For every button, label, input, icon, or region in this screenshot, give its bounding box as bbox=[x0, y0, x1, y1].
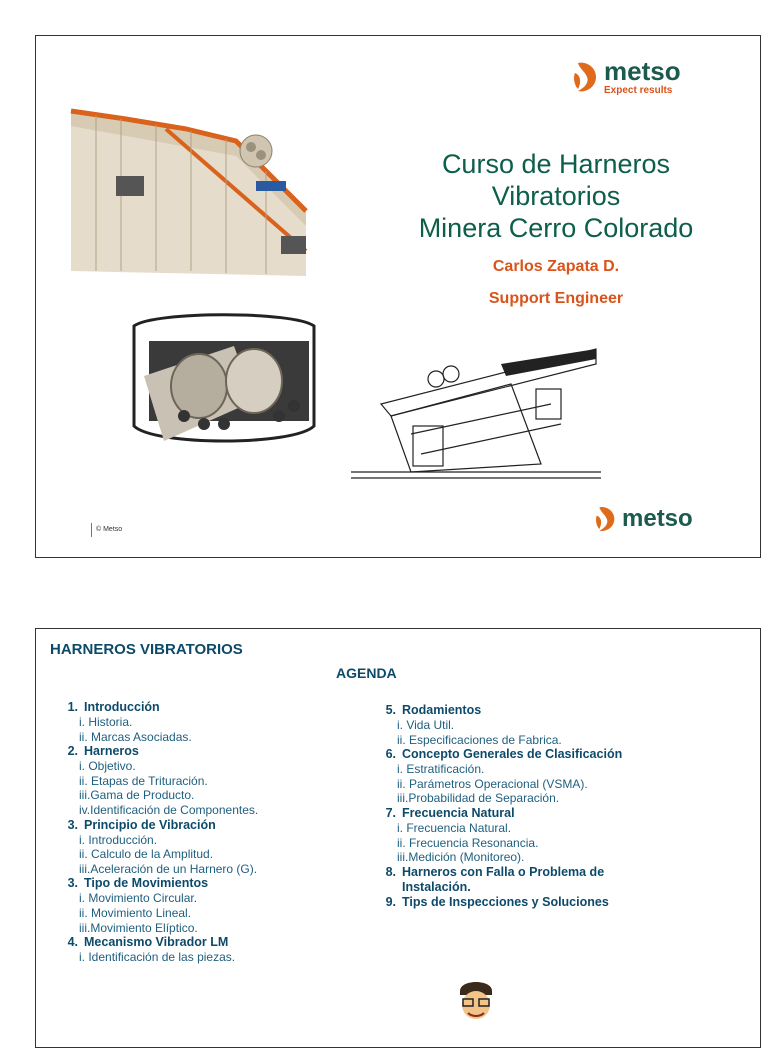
section-title: Harneros bbox=[84, 744, 139, 759]
screen-line-drawing bbox=[351, 344, 601, 494]
slide-heading: HARNEROS VIBRATORIOS bbox=[50, 641, 243, 658]
section-number: 9. bbox=[385, 894, 396, 909]
agenda-slide bbox=[35, 628, 761, 1048]
agenda-left-section bbox=[54, 818, 374, 833]
presenter-name: Carlos Zapata D. bbox=[492, 258, 620, 275]
agenda-subitem: ii. Etapas de Trituración. bbox=[79, 773, 208, 788]
agenda-subitem: i. Frecuencia Natural. bbox=[397, 820, 512, 835]
metso-wordmark: metso bbox=[604, 56, 681, 86]
agenda-right-section bbox=[372, 703, 742, 718]
section-title: Tipo de Movimientos bbox=[84, 876, 209, 891]
agenda-subitem: i. Identificación de las piezas. bbox=[79, 950, 236, 965]
agenda-right-section bbox=[372, 865, 742, 895]
agenda-subitem: iv.Identificación de Componentes. bbox=[79, 802, 259, 817]
agenda-subitem: i. Estratificación. bbox=[397, 762, 485, 777]
section-title: Frecuencia Natural bbox=[402, 805, 515, 820]
metso-wordmark: metso bbox=[622, 505, 693, 532]
agenda-subitem: ii. Parámetros Operacional (VSMA). bbox=[397, 776, 588, 791]
agenda-subitem: iii.Aceleración de un Harnero (G). bbox=[79, 861, 258, 876]
title-line-2: Vibratorios bbox=[491, 181, 621, 211]
presenter-role: Support Engineer bbox=[488, 290, 624, 307]
section-number: 3. bbox=[67, 876, 78, 891]
agenda-left-section bbox=[54, 700, 374, 715]
cartoon-character-illustration bbox=[454, 977, 498, 1027]
agenda-subitem: iii.Probabilidad de Separación. bbox=[397, 791, 560, 806]
agenda-subitem: i. Historia. bbox=[79, 715, 133, 729]
section-number: 7. bbox=[385, 805, 396, 820]
agenda-subitem: ii. Especificaciones de Fabrica. bbox=[397, 732, 562, 747]
section-title: Tips de Inspecciones y Soluciones bbox=[402, 894, 609, 909]
section-title: Rodamientos bbox=[402, 703, 482, 717]
agenda-left-section bbox=[54, 935, 374, 950]
agenda-title: AGENDA bbox=[336, 665, 397, 681]
metso-logo-bottom bbox=[594, 504, 693, 534]
agenda-right-section bbox=[372, 747, 742, 762]
agenda-right-column bbox=[372, 703, 742, 910]
section-number: 2. bbox=[67, 744, 78, 759]
slide-title-block bbox=[376, 148, 736, 308]
section-title: Principio de Vibración bbox=[84, 817, 216, 832]
exciter-mechanism-illustration bbox=[124, 306, 324, 456]
agenda-left-column bbox=[54, 700, 374, 965]
agenda-left-section bbox=[54, 744, 374, 759]
section-number: 1. bbox=[67, 700, 78, 714]
agenda-subitem: ii. Calculo de la Amplitud. bbox=[79, 847, 214, 862]
metso-flame-icon bbox=[594, 504, 618, 534]
vibrating-screen-illustration bbox=[66, 101, 346, 281]
title-line-3: Minera Cerro Colorado bbox=[418, 213, 694, 243]
title-line-1: Curso de Harneros bbox=[441, 149, 671, 179]
agenda-subitem: ii. Frecuencia Resonancia. bbox=[397, 835, 539, 850]
agenda-subitem: iii.Gama de Producto. bbox=[79, 788, 195, 803]
agenda-subitem: iii.Movimiento Elíptico. bbox=[79, 920, 198, 935]
agenda-subitem: i. Objetivo. bbox=[79, 759, 136, 774]
section-number: 6. bbox=[385, 747, 396, 762]
section-number: 4. bbox=[67, 935, 78, 950]
metso-tagline: Expect results bbox=[604, 85, 673, 96]
agenda-left-section bbox=[54, 876, 374, 891]
copyright-notice: © Metso bbox=[91, 523, 122, 537]
section-title: Harneros con Falla o Problema de Instalación. bbox=[402, 864, 605, 894]
metso-flame-icon bbox=[572, 59, 600, 95]
section-number: 8. bbox=[385, 864, 396, 879]
title-slide bbox=[35, 35, 761, 558]
agenda-right-section bbox=[372, 895, 742, 910]
agenda-subitem: ii. Movimiento Lineal. bbox=[79, 905, 192, 920]
agenda-subitem: i. Introducción. bbox=[79, 832, 158, 847]
agenda-subitem: iii.Medición (Monitoreo). bbox=[397, 850, 525, 865]
section-title: Concepto Generales de Clasificación bbox=[402, 747, 623, 762]
agenda-subitem: ii. Marcas Asociadas. bbox=[79, 729, 192, 744]
section-number: 3. bbox=[67, 817, 78, 832]
agenda-subitem: i. Movimiento Circular. bbox=[79, 891, 198, 906]
section-title: Introducción bbox=[84, 700, 160, 714]
section-number: 5. bbox=[385, 703, 396, 717]
agenda-right-section bbox=[372, 806, 742, 821]
section-title: Mecanismo Vibrador LM bbox=[84, 935, 229, 950]
agenda-subitem: i. Vida Util. bbox=[397, 718, 455, 732]
metso-logo-top bbox=[572, 58, 681, 96]
